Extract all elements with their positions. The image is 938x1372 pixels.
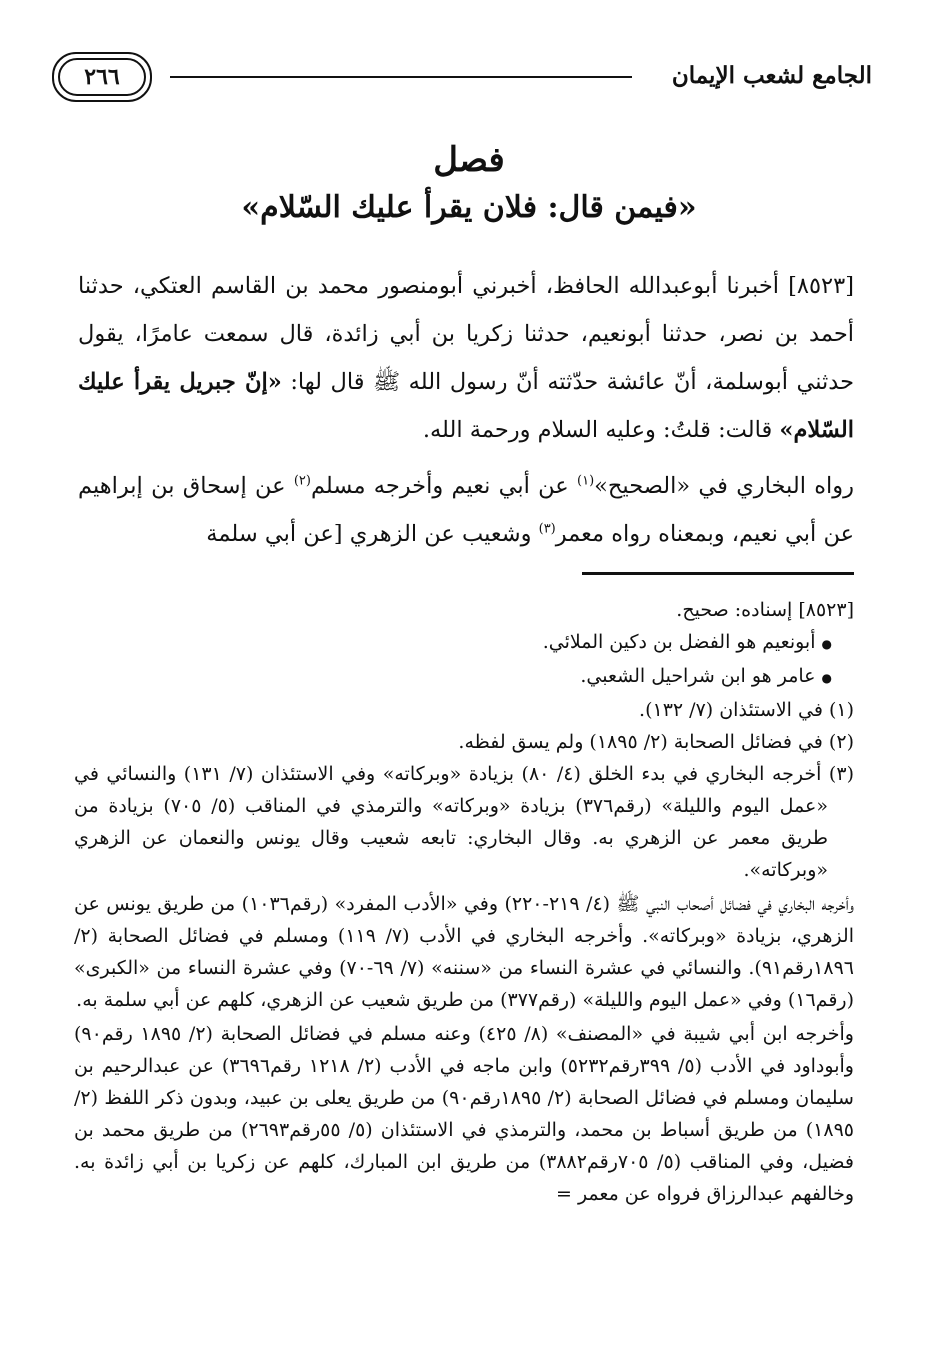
hadith-paragraph [78, 262, 854, 454]
section-title: فصل [433, 140, 505, 180]
footnote-3-paragraph-3: وأخرجه ابن أبي شيبة في «المصنف» (٨/ ٤٢٥) وعنه مسلم في فضائل الصحابة (٢/ ١٨٩٥ رقم٩٠) وأبوداود في الأدب (٥/ ٣٩٩رقم٥٢٣٢) وابن ماجه في الأدب (٢/ ١٢١٨ رقم٣٦٩٦) عن عبدالرحيم بن سليمان ومسلم في فضائل الصحابة (٢/ ١٨٩٥رقم٩٠) من طريق يعلى بن عبيد، وبدون ذكر اللفظ (٢/ ١٨٩٥) من طريق أسباط بن محمد، والترمذي في الاستئذان (٥/ ٥٥رقم٢٦٩٣) من طريق محمد بن فضيل، وفي المناقب (٥/ ٧٠٥رقم٣٨٨٢) من طريق ابن المبارك، كلهم عن زكريا بن أبي زائدة به. وخالفهم عبدالرزاق فرواه عن معمر = [74, 1023, 854, 1205]
footnote-ref-2[interactable]: (٢) [293, 473, 311, 489]
main-text [78, 262, 854, 558]
page-number: ٢٦٦ [84, 64, 120, 90]
takhrij-text-b: عن أبي نعيم وأخرجه مسلم [310, 473, 577, 499]
footnotes [74, 594, 854, 1210]
footnote-3-paragraph-2: وأخرجه البخاري في فضائل أصحاب النبي ﷺ (٤/ ٢١٩-٢٢٠) وفي «الأدب المفرد» (رقم١٠٣٦) من طريق يونس عن الزهري، بزيادة «وبركاته». وأخرجه البخاري في الأدب (٧/ ١١٩) ومسلم في فضائل الصحابة (٢/ ١٨٩٦رقم٩١). والنسائي في عشرة النساء من «سننه» (٧/ ٦٩-٧٠) وفي عشرة النساء من «الكبرى» (رقم١٦) وفي «عمل اليوم والليلة» (رقم٣٧٧) من طريق شعيب عن الزهري، كلهم عن أبي سلمة به. [74, 893, 854, 1011]
narrator-note-2: ● عامر هو ابن شراحيل الشعبي. [74, 660, 854, 694]
hadith-reply: قالت: قلتُ: وعليه السلام ورحمة الله. [422, 417, 780, 443]
footnote-divider [582, 572, 854, 575]
footnote-2: (٢) في فضائل الصحابة (٢/ ١٨٩٥) ولم يسق لفظه. [458, 731, 854, 753]
footnote-ref-3[interactable]: (٣) [538, 521, 556, 537]
page-header [52, 52, 872, 108]
takhrij-text-c: عن إسحاق بن إبراهيم عن أبي نعيم، وبمعناه رواه معمر [78, 473, 854, 547]
hadith-quote: «إنّ جبريل يقرأ عليك السّلام» [78, 369, 854, 443]
chapter-title: «فيمن قال: فلان يقرأ عليك السّلام» [241, 190, 697, 225]
header-rule [170, 76, 632, 78]
narrator-note-1: ● أبونعيم هو الفضل بن دكين الملائي. [74, 626, 854, 660]
footnote-3: (٣) أخرجه البخاري في بدء الخلق (٤/ ٨٠) بزيادة «وبركاته» وفي الاستئذان (٧/ ١٣١) والنسائي في «عمل اليوم والليلة» (رقم٣٧٦) بزيادة «وبركاته» والترمذي في المناقب (٥/ ٧٠٥) بزيادة من طريق معمر عن الزهري به. وقال البخاري: تابعه شعيب وقال يونس والنعمان عن الزهري «وبركاته». [74, 763, 854, 881]
isnad-grade: [٨٥٢٣] إسناده: صحيح. [676, 599, 854, 621]
running-title: الجامع لشعب الإيمان [671, 62, 872, 89]
footnote-1: (١) في الاستئذان (٧/ ١٣٢). [639, 699, 854, 721]
takhrij-paragraph [78, 462, 854, 558]
page-number-frame [52, 52, 152, 102]
hadith-isnad: [٨٥٢٣] أخبرنا أبوعبدالله الحافظ، أخبرني أبومنصور محمد بن القاسم العتكي، حدثنا أحمد بن نصر، حدثنا أبونعيم، حدثنا زكريا بن أبي زائدة، قال سمعت عامرًا، يقول حدثني أبوسلمة، أنّ عائشة حدّثته أنّ رسول الله ﷺ قال لها: [78, 273, 854, 395]
takhrij-text-a: رواه البخاري في «الصحيح» [594, 473, 854, 499]
footnote-ref-1[interactable]: (١) [577, 473, 595, 489]
takhrij-text-d: وشعيب عن الزهري [عن أبي سلمة [206, 521, 539, 547]
